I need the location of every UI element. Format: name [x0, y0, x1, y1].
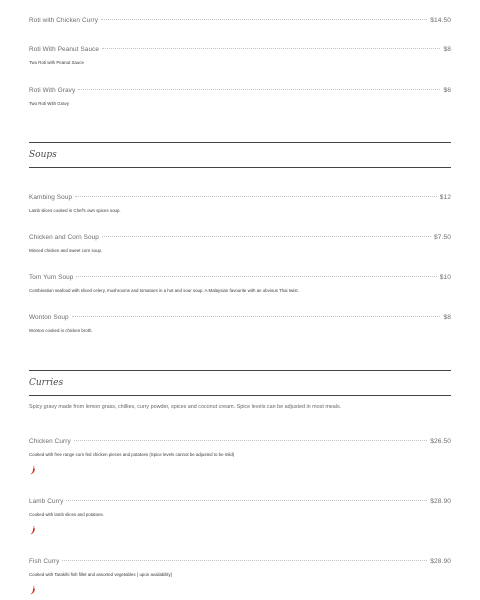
dot-leader [101, 19, 427, 20]
dot-leader [66, 500, 427, 501]
menu-page [29, 0, 451, 600]
item-name: Chicken Curry [29, 438, 71, 445]
item-description: Combination seafood with sliced celery, mushrooms and tomatoes in a hot and sour soup. A Malaysian favourite with an obvious Thai twist. [29, 288, 299, 293]
chili-pepper-icon [30, 466, 36, 475]
item-name: Lamb Curry [29, 498, 64, 505]
menu-item [29, 312, 451, 334]
item-price: $6 [443, 87, 451, 94]
dot-leader [102, 48, 440, 49]
menu-item [29, 192, 451, 214]
item-name: Roti with Chicken Curry [29, 17, 99, 24]
chili-pepper-icon [30, 586, 36, 595]
item-description: Wonton cooked in chicken broth. [29, 328, 93, 333]
section-title: Soups [29, 150, 57, 160]
item-description: Lamb slices cooked in Chef's own spices soup. [29, 208, 121, 213]
item-price: $14.50 [430, 17, 451, 24]
item-description: Cooked with Tarakihi fish fillet and assorted vegetables ( upon availability) [29, 572, 173, 577]
menu-item [29, 85, 451, 107]
dot-leader [102, 236, 431, 237]
item-name: Tom Yum Soup [29, 274, 74, 281]
section-header-curries [29, 370, 451, 396]
item-price: $8 [443, 314, 451, 321]
section-intro: Spicy gravy made from lemon grass, chillies, curry powder, spices and coconut cream. Spice levels can be adjusted in most meals. [29, 404, 342, 410]
item-description: Two Roti with Peanut Sauce [29, 60, 84, 65]
dot-leader [72, 316, 441, 317]
item-description: Cooked with free range corn fed chicken pieces and potatoes (Spice levels cannot be adjusted to be mild) [29, 452, 235, 457]
item-description: Two Roti With Gravy [29, 101, 70, 106]
menu-item [29, 44, 451, 66]
dot-leader [76, 276, 436, 277]
item-price: $10 [439, 274, 451, 281]
chili-pepper-icon [30, 526, 36, 535]
item-price: $12 [439, 194, 451, 201]
item-price: $7.50 [433, 234, 451, 241]
item-name: Roti With Gravy [29, 87, 76, 94]
menu-item [29, 556, 451, 595]
dot-leader [62, 560, 427, 561]
item-description: Minced chicken and sweet corn soup. [29, 248, 103, 253]
section-header-soups [29, 142, 451, 168]
dot-leader [78, 89, 440, 90]
dot-leader [74, 440, 427, 441]
menu-item [29, 15, 451, 27]
item-name: Wonton Soup [29, 314, 69, 321]
item-name: Fish Curry [29, 558, 60, 565]
item-name: Kambing Soup [29, 194, 73, 201]
menu-item [29, 436, 451, 475]
item-price: $28.90 [430, 558, 451, 565]
item-price: $28.90 [430, 498, 451, 505]
item-price: $8 [443, 46, 451, 53]
section-title: Curries [29, 378, 64, 388]
item-price: $26.50 [430, 438, 451, 445]
menu-item [29, 232, 451, 254]
menu-item [29, 496, 451, 535]
menu-item [29, 272, 451, 294]
dot-leader [75, 196, 437, 197]
item-name: Roti With Peanut Sauce [29, 46, 100, 53]
item-description: Cooked with lamb slices and potatoes. [29, 512, 104, 517]
item-name: Chicken and Corn Soup [29, 234, 99, 241]
